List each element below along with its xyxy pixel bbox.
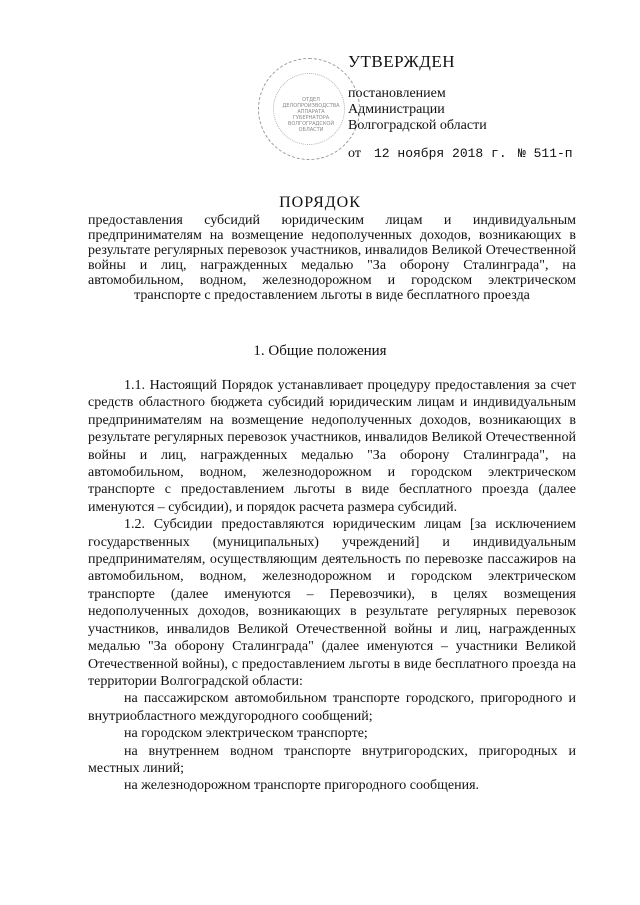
official-stamp — [258, 58, 360, 160]
date-prefix: от — [348, 146, 361, 161]
list-item-water-transport: на внутреннем водном транспорте внутригородских, пригородных и местных линий; — [88, 743, 576, 776]
approval-block — [348, 52, 608, 164]
document-subtitle: предоставления субсидий юридическим лицам и индивидуальным предпринимателям на возмещение недополученных доходов, возникающих в результате регулярных перевозок участников, инвалидов Великой Отечественной войны и лиц, награжденных медалью "За оборону Сталинграда", на автомобильном, водном, железнодорожном и городском электрическом транспорте с предоставлением льготы в виде бесплатного проезда — [88, 213, 576, 303]
document-body — [88, 377, 576, 795]
resolution-number: № 511-п — [518, 146, 573, 161]
approval-dateline — [348, 146, 608, 164]
approved-by: постановлением Администрации Волгоградской области — [348, 86, 487, 133]
approval-date: 12 ноября 2018 г. — [374, 146, 507, 161]
stamp-text: ОТДЕЛ ДЕЛОПРОИЗВОДСТВА АППАРАТА ГУБЕРНАТОРА ВОЛГОГРАДСКОЙ ОБЛАСТИ — [282, 97, 340, 133]
paragraph-1-1: 1.1. Настоящий Порядок устанавливает процедуру предоставления за счет средств областного бюджета субсидий юридическим лицам и индивидуальным предпринимателям на возмещение недополученных доходов, возникающих в результате регулярных перевозок участников, инвалидов Великой Отечественной войны и лиц, награжденных медалью "За оборону Сталинграда", на автомобильном, водном, железнодорожном и городском электрическом транспорте с предоставлением льготы в виде бесплатного проезда (далее именуются – субсидии), и порядок расчета размера субсидий. — [88, 378, 576, 515]
approved-label: УТВЕРЖДЕН — [348, 52, 455, 71]
document-title: ПОРЯДОК — [279, 194, 361, 211]
list-item-electric-transport: на городском электрическом транспорте; — [124, 726, 368, 742]
list-item-rail-transport: на железнодорожном транспорте пригородного сообщения. — [124, 778, 480, 794]
paragraph-1-2: 1.2. Субсидии предоставляются юридическим лицам [за исключением государственных (муниципальных) учреждений] и индивидуальным предпринимателям, осуществляющим деятельность по перевозке пассажиров на автомобильном, водном, железнодорожном и городском электрическом транспорте (далее именуются – Перевозчики), в целях возмещения недополученных доходов, возникающих в результате регулярных перевозок участников, инвалидов Великой Отечественной войны и лиц, награжденных медалью "За оборону Сталинграда" (далее именуются – участники Великой Отечественной войны), с предоставлением льготы в виде бесплатного проезда на территории Волгоградской области: — [88, 517, 576, 689]
list-item-auto-transport: на пассажирском автомобильном транспорте городского, пригородного и внутриобластного междугородного сообщений; — [88, 691, 576, 724]
section-heading: 1. Общие положения — [253, 343, 387, 359]
